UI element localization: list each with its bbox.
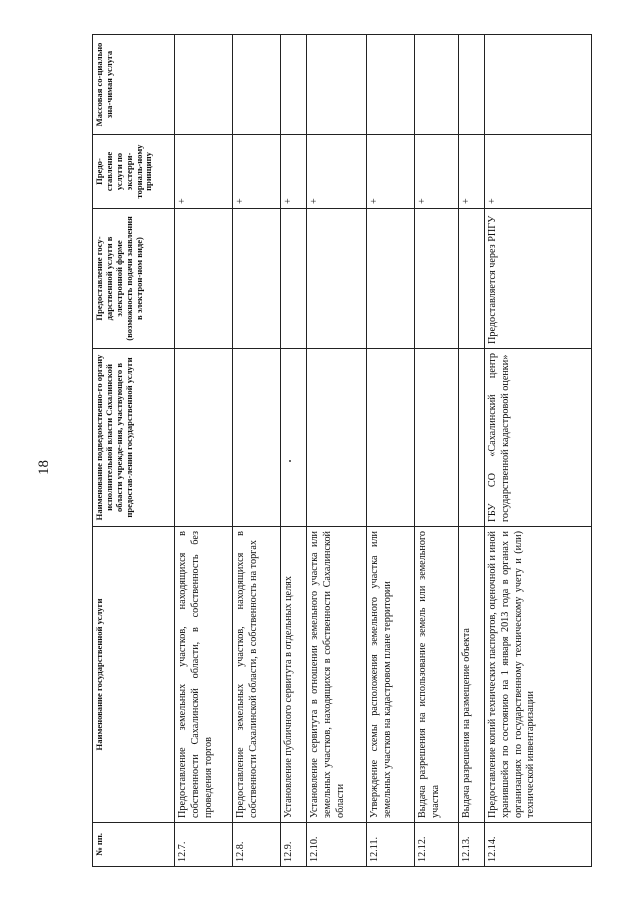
- row-mass: [367, 35, 415, 135]
- row-num: 12.9.: [281, 823, 307, 867]
- header-num: № пп.: [93, 823, 175, 867]
- header-service: Наименование государственной услуги: [93, 527, 175, 823]
- row-num: 12.7.: [175, 823, 233, 867]
- row-num: 12.11.: [367, 823, 415, 867]
- row-electronic: [367, 209, 415, 349]
- row-mass: [281, 35, 307, 135]
- row-service: Установление публичного сервитута в отдельных целях: [281, 527, 307, 823]
- row-mass: [485, 35, 592, 135]
- row-extraterritorial: +: [367, 135, 415, 209]
- row-mass: [307, 35, 367, 135]
- row-service: Предоставление земельных участков, находящихся в собственности Сахалинской области, в собственность на торгах: [233, 527, 281, 823]
- table-row: [281, 35, 307, 867]
- row-extraterritorial: +: [281, 135, 307, 209]
- row-extraterritorial: +: [175, 135, 233, 209]
- table-header-row: [93, 35, 175, 867]
- row-agency: [281, 349, 307, 527]
- row-electronic: [233, 209, 281, 349]
- header-agency: Наименование подведомственно-го органу исполнительной власти Сахалинской области учрежде-ния, участвующего в предостав-лении государственной услуги: [93, 349, 175, 527]
- page-number: 18: [36, 460, 52, 475]
- row-agency: [233, 349, 281, 527]
- scan-speck: [289, 460, 291, 462]
- row-num: 12.8.: [233, 823, 281, 867]
- row-extraterritorial: +: [233, 135, 281, 209]
- row-agency: [307, 349, 367, 527]
- row-electronic: Предоставляется через РПГУ: [485, 209, 592, 349]
- row-extraterritorial: +: [459, 135, 485, 209]
- row-service: Выдача разрешения на использование земель или земельного участка: [415, 527, 459, 823]
- table-row: [367, 35, 415, 867]
- row-electronic: [415, 209, 459, 349]
- row-agency: [175, 349, 233, 527]
- table-row: [175, 35, 233, 867]
- row-electronic: [459, 209, 485, 349]
- row-service: Предоставление земельных участков, находящихся в собственности Сахалинской области, в собственность без проведения торгов: [175, 527, 233, 823]
- row-agency: [459, 349, 485, 527]
- row-extraterritorial: +: [307, 135, 367, 209]
- table-row: [459, 35, 485, 867]
- row-service: Установление сервитута в отношении земельного участка или земельных участков, находящихся в собственности Сахалинской области: [307, 527, 367, 823]
- row-agency: [415, 349, 459, 527]
- services-table: [92, 34, 592, 867]
- row-service: Выдача разрешения на размещение объекта: [459, 527, 485, 823]
- table-row: [233, 35, 281, 867]
- row-electronic: [281, 209, 307, 349]
- row-extraterritorial: +: [485, 135, 592, 209]
- row-extraterritorial: +: [415, 135, 459, 209]
- row-mass: [175, 35, 233, 135]
- row-electronic: [307, 209, 367, 349]
- row-agency: [367, 349, 415, 527]
- table-row: [485, 35, 592, 867]
- row-mass: [233, 35, 281, 135]
- row-service: Утверждение схемы расположения земельного участка или земельных участков на кадастровом плане территории: [367, 527, 415, 823]
- row-service: Предоставление копий технических паспортов, оценочной и иной хранившейся по состоянию на 1 января 2013 года в органах и организациях по государственному техническому учету и (или) технической инвентаризации: [485, 527, 592, 823]
- row-num: 12.14.: [485, 823, 592, 867]
- row-num: 12.12.: [415, 823, 459, 867]
- row-num: 12.13.: [459, 823, 485, 867]
- table-row: [415, 35, 459, 867]
- table-row: [307, 35, 367, 867]
- header-electronic: Предоставление госу-дарственной услуги в электронной форме (возможность подачи заявления в электрон-ном виде): [93, 209, 175, 349]
- row-num: 12.10.: [307, 823, 367, 867]
- row-agency: ГБУ СО «Сахалинский центр государственной кадастровой оценки»: [485, 349, 592, 527]
- header-extraterritorial: Предо-ставление услуги по экстерри-ториаль-ному принципу: [93, 135, 175, 209]
- row-mass: [415, 35, 459, 135]
- row-mass: [459, 35, 485, 135]
- row-electronic: [175, 209, 233, 349]
- header-mass: Массовая со-циально зна-чимая услуга: [93, 35, 175, 135]
